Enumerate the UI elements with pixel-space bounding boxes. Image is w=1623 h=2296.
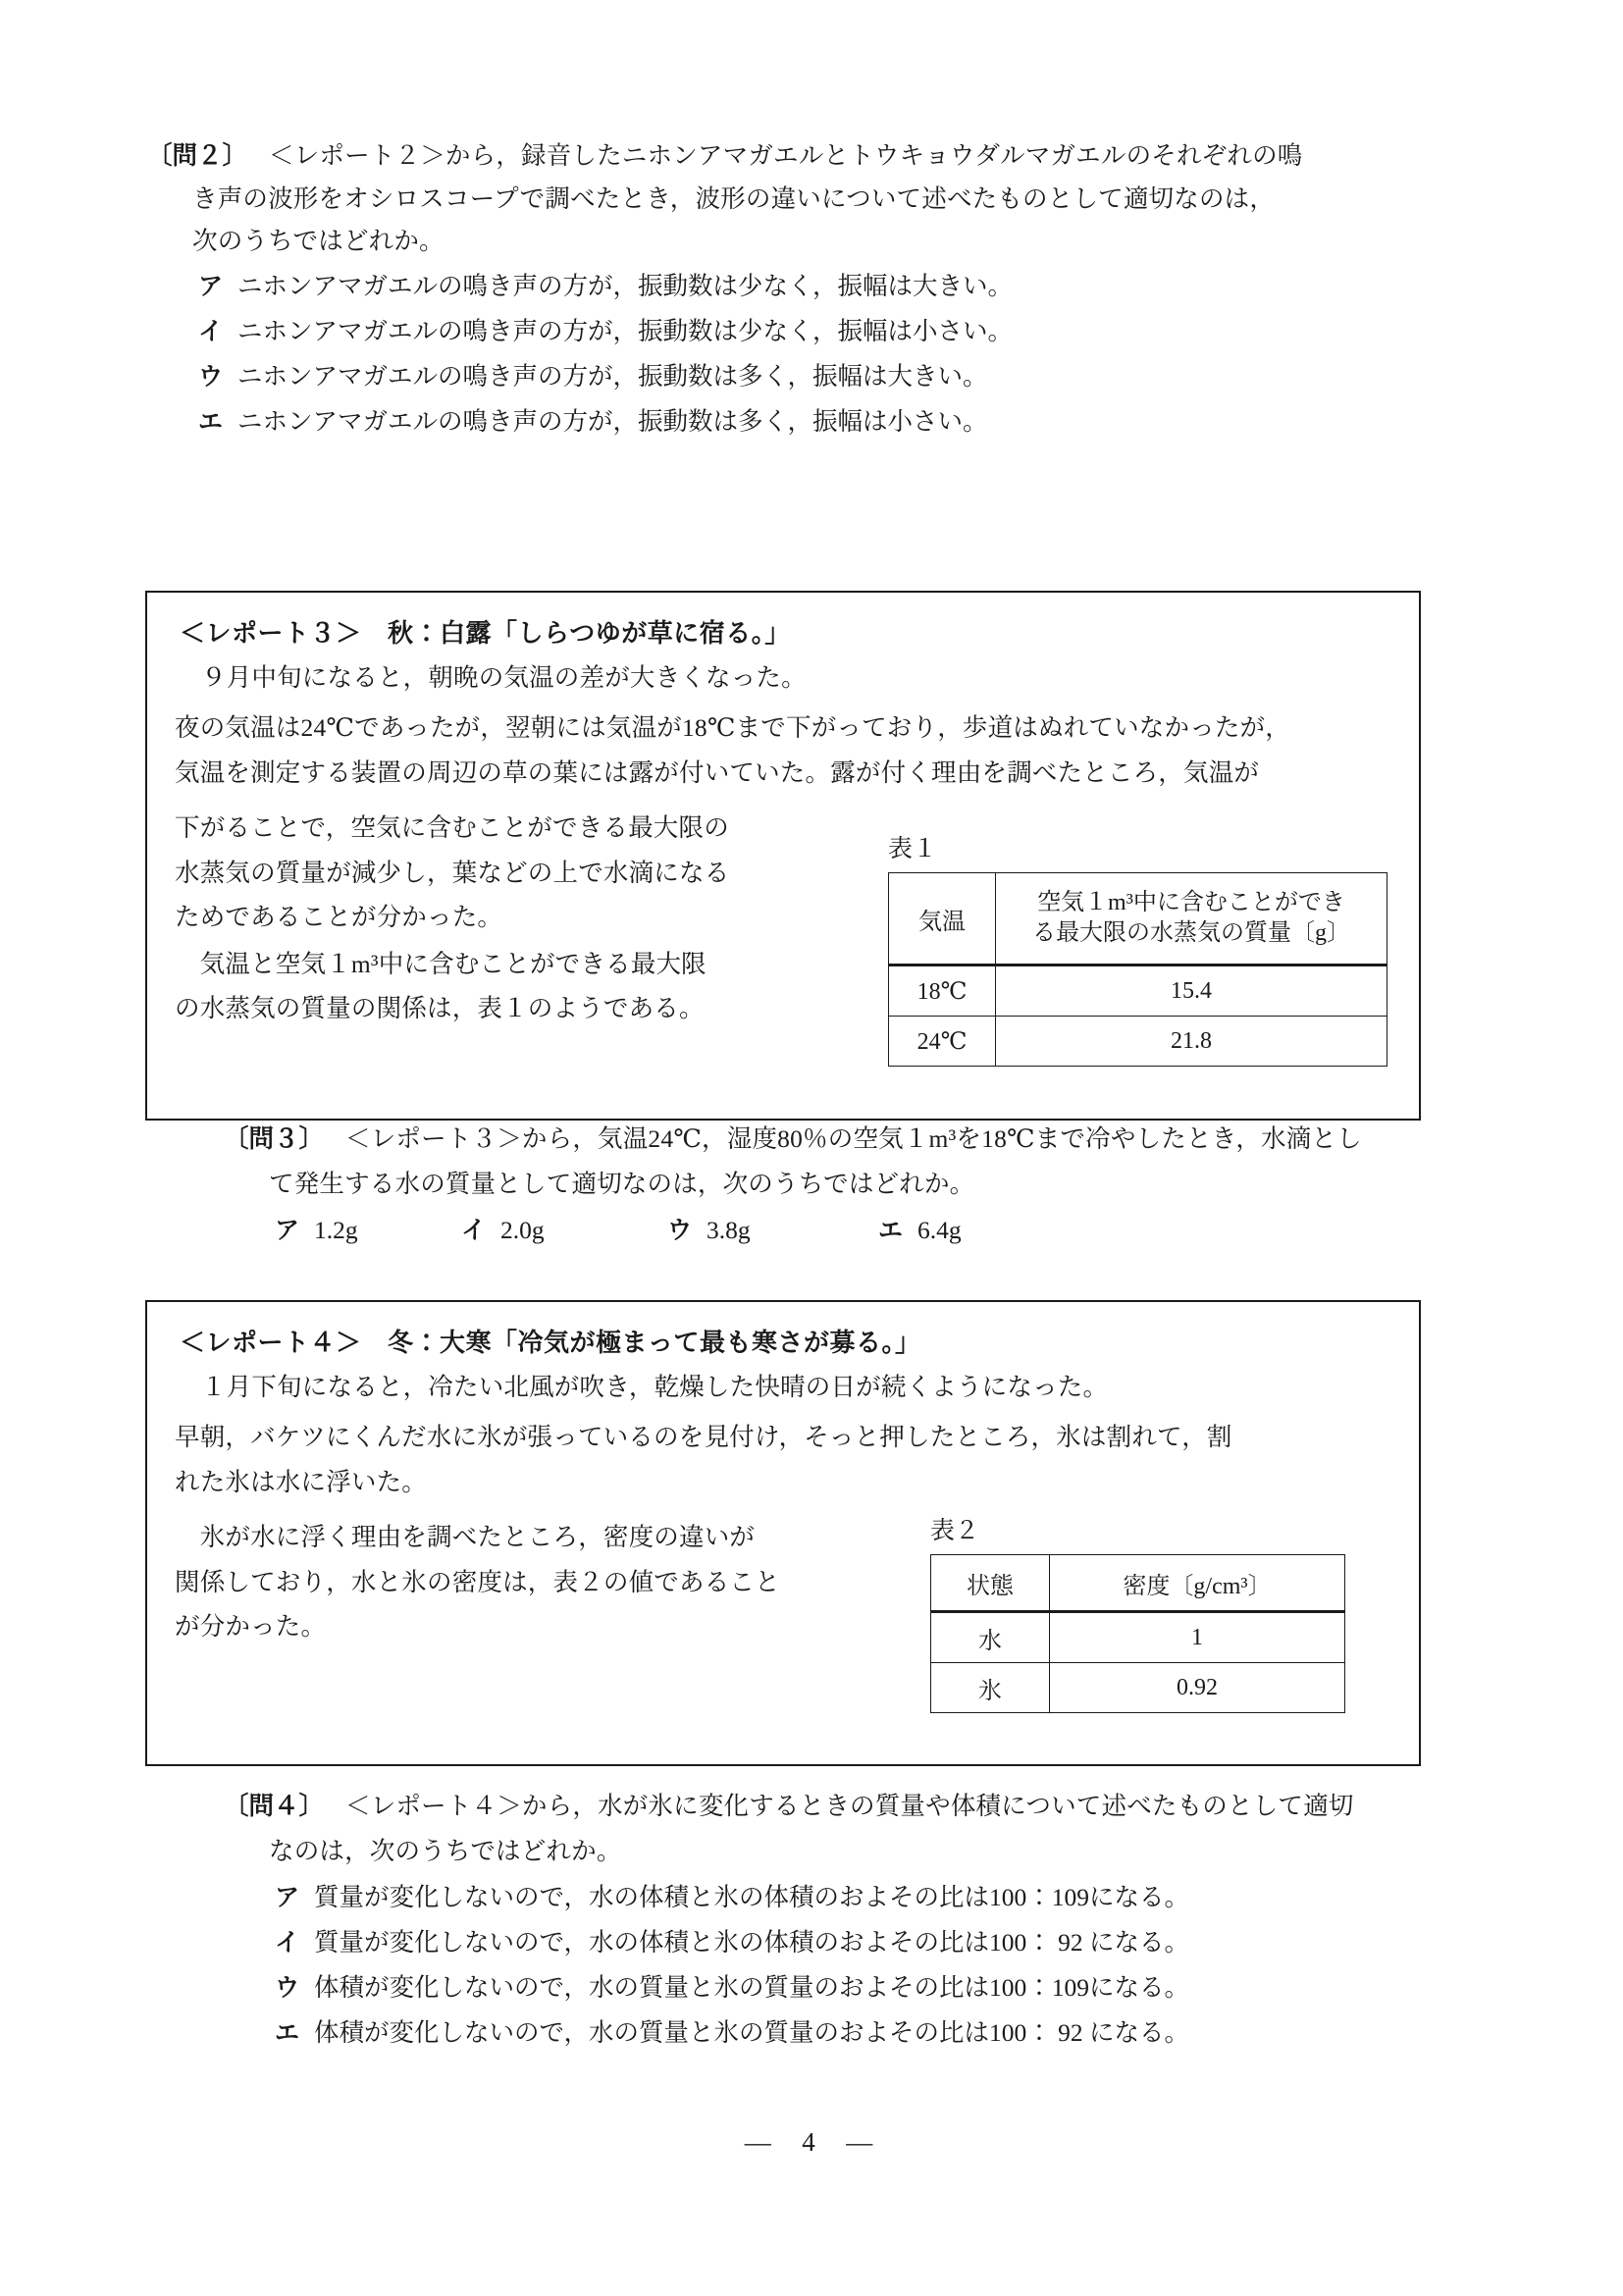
report-3-wide-line-2: 気温を測定する装置の周辺の草の葉には露が付いていた。露が付く理由を調べたところ，気温が	[175, 757, 1260, 787]
table-row	[931, 1663, 1345, 1713]
question-2-line-3: 次のうちではどれか。	[192, 227, 445, 255]
question-3-choice-a[interactable]	[275, 1218, 461, 1243]
report-3-wide-line-1: 夜の気温は24℃であったが，翌朝には気温が18℃まで下がっており，歩道はぬれていなかったが，	[175, 713, 1290, 742]
table-1-header-temp: 気温	[889, 873, 996, 965]
table-2	[930, 1554, 1345, 1713]
question-4-line-2: なのは，次のうちではどれか。	[269, 1836, 622, 1865]
report-3-paragraph-1: ９月中旬になると，朝晩の気温の差が大きくなった。	[201, 663, 807, 692]
report-3-narrow-line-5: の水蒸気の質量の関係は，表１のようである。	[175, 994, 705, 1022]
choice-marker-d: エ	[878, 1217, 904, 1244]
choice-text-c: 3.8g	[707, 1216, 751, 1244]
table-row	[931, 1612, 1345, 1663]
question-2-choice-b[interactable]	[198, 316, 1501, 345]
choice-text-d: 6.4g	[917, 1216, 962, 1244]
report-4-narrow-line-3: が分かった。	[175, 1612, 327, 1641]
question-3-choice-b[interactable]	[461, 1218, 667, 1243]
report-3-title: ＜レポート３＞ 秋：白露「しらつゆが草に宿る。」	[180, 618, 791, 648]
question-2-choice-d[interactable]	[198, 406, 1501, 436]
table-1-header-mass-line-1: 空気１m³中に含むことができ	[1037, 890, 1345, 916]
question-3	[224, 1126, 1519, 1243]
question-4-line-1: ＜レポート４＞から，水が氷に変化するときの質量や体積について述べたものとして適切	[345, 1792, 1354, 1820]
report-3-narrow-line-2: 水蒸気の質量が減少し，葉などの上で水滴になる	[175, 858, 730, 887]
choice-text-d: ニホンアマガエルの鳴き声の方が，振動数は多く，振幅は小さい。	[237, 406, 988, 436]
choice-text-b: ニホンアマガエルの鳴き声の方が，振動数は少なく，振幅は小さい。	[237, 316, 1013, 345]
report-4-wide-text	[175, 1425, 1401, 1494]
choice-marker-b: イ	[461, 1217, 487, 1244]
table-1-wrapper	[888, 829, 1387, 1067]
table-1	[888, 872, 1387, 1067]
choice-text-d: 体積が変化しないので，水の質量と氷の質量のおよその比は100： 92 になる。	[314, 2018, 1189, 2047]
table-row	[889, 1017, 1387, 1067]
table-1-r1-value: 21.8	[996, 1017, 1387, 1067]
choice-text-a: ニホンアマガエルの鳴き声の方が，振動数は少なく，振幅は大きい。	[237, 271, 1013, 300]
table-2-header-density: 密度〔g/cm³〕	[1050, 1555, 1345, 1612]
question-2-label: 〔問２〕	[147, 141, 248, 170]
question-2-line-2: き声の波形をオシロスコープで調べたとき，波形の違いについて述べたものとして適切なのは，	[192, 183, 1276, 213]
table-1-header-mass	[996, 873, 1387, 965]
question-4-label: 〔問４〕	[224, 1792, 325, 1820]
table-1-r1-temp: 24℃	[889, 1017, 996, 1067]
question-3-line-1: ＜レポート３＞から，気温24℃，湿度80％の空気１m³を18℃まで冷やしたとき，水滴とし	[345, 1124, 1362, 1153]
question-2-choice-a[interactable]	[198, 271, 1501, 300]
choice-marker-d: エ	[198, 407, 224, 436]
table-2-wrapper	[930, 1511, 1345, 1713]
choice-marker-d: エ	[275, 2019, 300, 2047]
choice-text-a: 質量が変化しないので，水の体積と氷の体積のおよその比は100：109になる。	[314, 1883, 1189, 1911]
question-2-choice-c[interactable]	[198, 361, 1501, 391]
table-2-header-row	[931, 1555, 1345, 1612]
table-1-r0-temp: 18℃	[889, 965, 996, 1017]
table-2-header-state: 状態	[931, 1555, 1050, 1612]
report-4-narrow-line-2: 関係しており，水と氷の密度は，表２の値であること	[175, 1567, 780, 1596]
choice-text-b: 2.0g	[500, 1216, 545, 1244]
table-2-r0-state: 水	[931, 1612, 1050, 1663]
choice-marker-c: ウ	[275, 1974, 300, 2002]
question-4-choice-b[interactable]	[275, 1930, 1519, 1956]
choice-marker-c: ウ	[198, 362, 224, 391]
question-2	[147, 143, 1501, 435]
table-1-caption: 表１	[888, 836, 938, 862]
choice-text-a: 1.2g	[314, 1216, 358, 1244]
page-number: — 4 —	[744, 2127, 879, 2157]
choice-marker-a: ア	[198, 272, 224, 300]
question-4	[224, 1794, 1519, 2046]
choice-marker-a: ア	[275, 1884, 300, 1911]
choice-marker-b: イ	[275, 1929, 300, 1957]
choice-text-b: 質量が変化しないので，水の体積と氷の体積のおよその比は100： 92 になる。	[314, 1928, 1189, 1957]
question-3-choice-c[interactable]	[667, 1218, 878, 1243]
report-3-narrow-text	[175, 815, 862, 1021]
table-2-r1-value: 0.92	[1050, 1663, 1345, 1713]
choice-text-c: 体積が変化しないので，水の質量と氷の質量のおよその比は100：109になる。	[314, 1973, 1189, 2002]
report-3-narrow-line-1: 下がることで，空気に含むことができる最大限の	[175, 813, 729, 842]
report-3-narrow-line-4: 気温と空気１m³中に含むことができる最大限	[175, 949, 707, 978]
table-row	[889, 965, 1387, 1017]
report-3-narrow-line-3: ためであることが分かった。	[175, 903, 503, 931]
question-4-choice-c[interactable]	[275, 1975, 1519, 2001]
table-2-r1-state: 氷	[931, 1663, 1050, 1713]
choice-marker-c: ウ	[667, 1217, 693, 1244]
report-4-wide-line-2: れた氷は水に浮いた。	[175, 1467, 428, 1496]
choice-marker-b: イ	[198, 317, 224, 345]
table-1-header-mass-line-2: る最大限の水蒸気の質量〔g〕	[1032, 920, 1350, 946]
table-2-caption: 表２	[930, 1518, 980, 1544]
question-3-choice-d[interactable]	[878, 1218, 962, 1243]
report-4-wide-line-1: 早朝，バケツにくんだ水に氷が張っているのを見付け，そっと押したところ，氷は割れて，割	[175, 1423, 1232, 1451]
question-3-label: 〔問３〕	[224, 1124, 325, 1153]
table-1-r0-value: 15.4	[996, 965, 1387, 1017]
report-4-narrow-text	[175, 1525, 901, 1640]
table-2-r0-value: 1	[1050, 1612, 1345, 1663]
question-4-choice-a[interactable]	[275, 1885, 1519, 1910]
question-2-line-1: ＜レポート２＞から，録音したニホンアマガエルとトウキョウダルマガエルのそれぞれの鳴	[269, 141, 1303, 170]
report-4-paragraph-1: １月下旬になると，冷たい北風が吹き，乾燥した快晴の日が続くようになった。	[201, 1373, 1109, 1401]
question-3-line-2: て発生する水の質量として適切なのは，次のうちではどれか。	[269, 1169, 975, 1198]
report-4-title: ＜レポート４＞ 冬：大寒「冷気が極まって最も寒さが募る。」	[180, 1328, 921, 1357]
report-4-narrow-line-1: 氷が水に浮く理由を調べたところ，密度の違いが	[175, 1523, 756, 1551]
choice-marker-a: ア	[275, 1217, 300, 1244]
choice-text-c: ニホンアマガエルの鳴き声の方が，振動数は多く，振幅は大きい。	[237, 361, 988, 391]
report-3-wide-text	[175, 715, 1401, 785]
table-1-header-row	[889, 873, 1387, 965]
question-4-choice-d[interactable]	[275, 2020, 1519, 2046]
